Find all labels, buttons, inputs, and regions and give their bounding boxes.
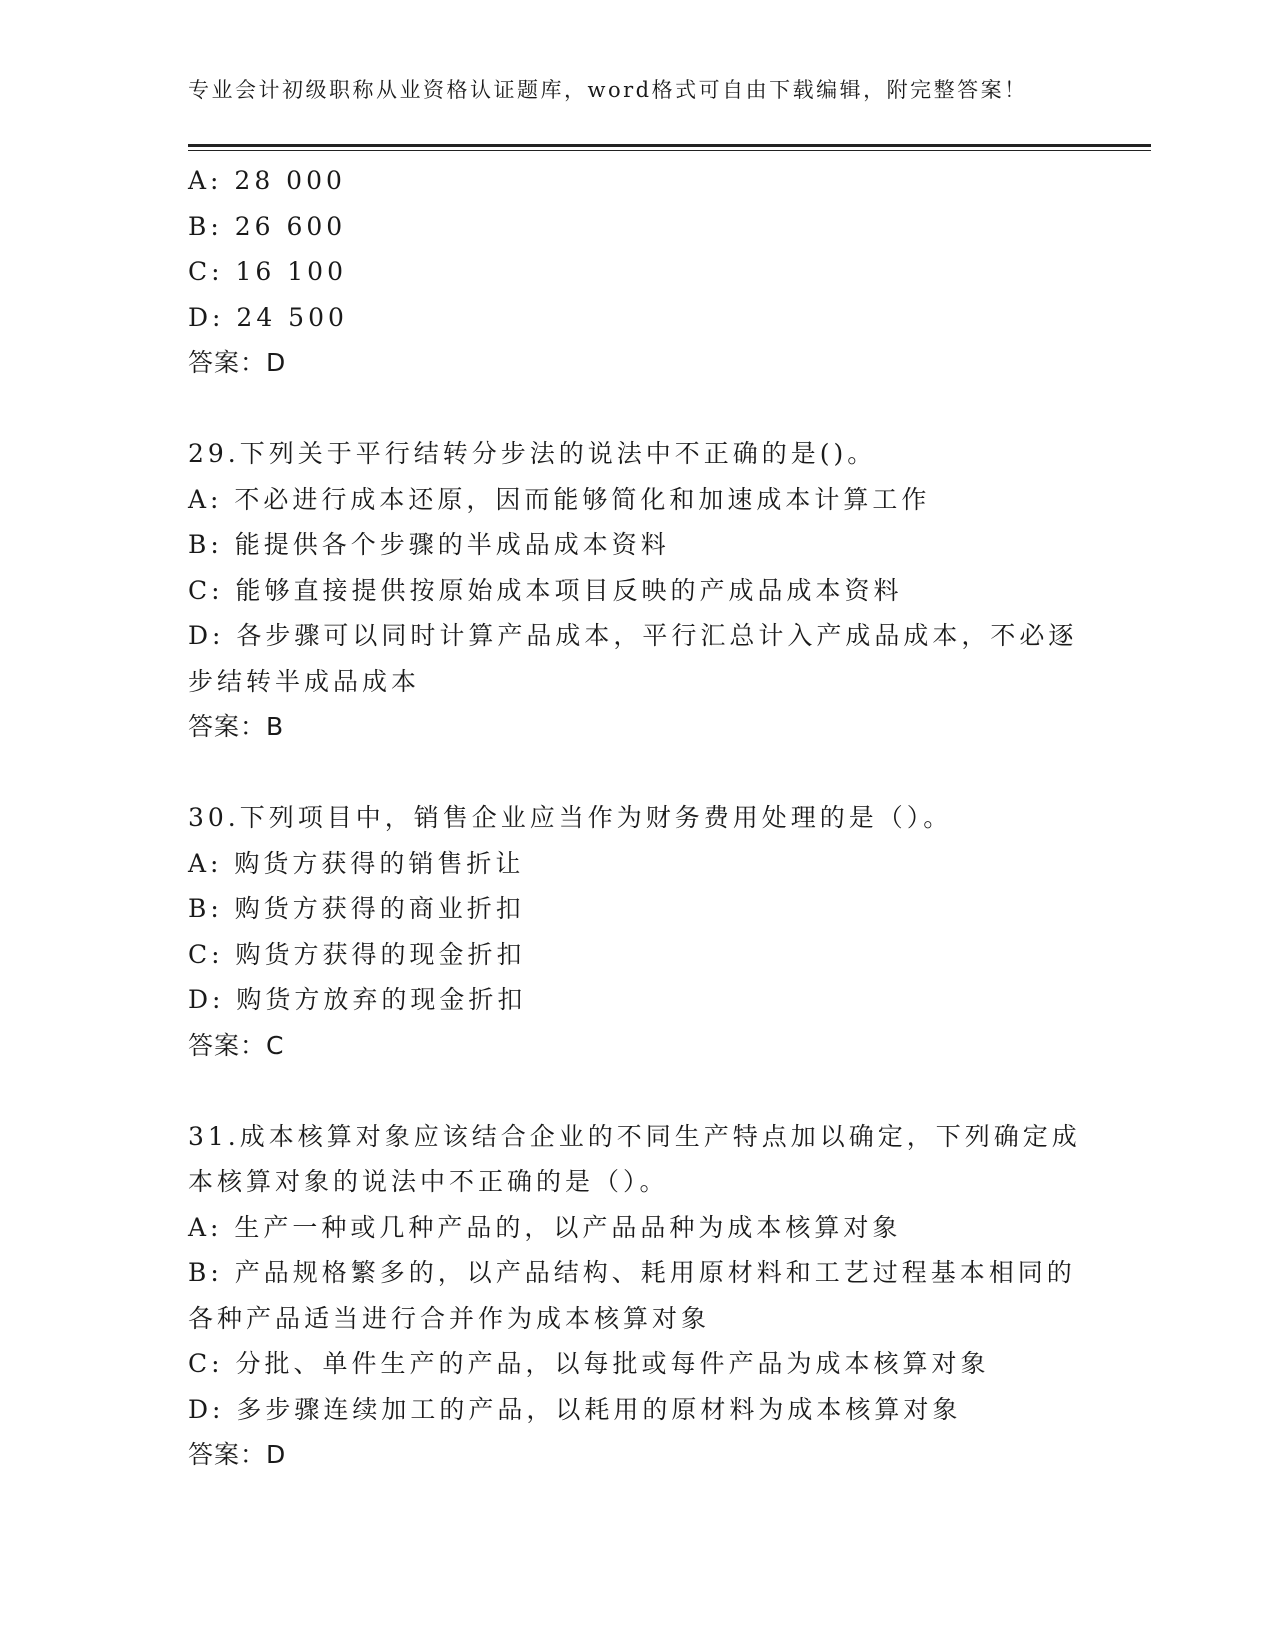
option-a: A: 不必进行成本还原，因而能够简化和加速成本计算工作: [188, 484, 931, 514]
option-c: C: 能够直接提供按原始成本项目反映的产成品成本资料: [188, 575, 903, 605]
option-a: A: 28 000: [188, 166, 346, 195]
option-b: B: 产品规格繁多的，以产品结构、耗用原材料和工艺过程基本相同的: [188, 1258, 1076, 1287]
question-stem-continued: 本核算对象的说法中不正确的是（）。: [188, 1167, 669, 1196]
spacer: [188, 750, 1088, 796]
question-block-30: [188, 795, 1088, 1068]
option-c: C: 分批、单件生产的产品，以每批或每件产品为成本核算对象: [188, 1349, 990, 1378]
page-header: 专业会计初级职称从业资格认证题库，word格式可自由下载编辑，附完整答案！: [188, 78, 1028, 102]
question-stem: 29.下列关于平行结转分步法的说法中不正确的是()。: [188, 439, 877, 468]
question-stem: 31.成本核算对象应该结合企业的不同生产特点加以确定，下列确定成: [188, 1121, 1081, 1151]
option-d: D: 各步骤可以同时计算产品成本，平行汇总计入产成品成本，不必逐: [188, 621, 1078, 650]
answer-line: 答案：D: [188, 1440, 287, 1469]
question-list: [188, 158, 1088, 1478]
option-d-continued: 步结转半成品成本: [188, 666, 421, 696]
spacer: [188, 386, 1088, 432]
spacer: [188, 1068, 1088, 1114]
answer-line: 答案：C: [188, 1030, 285, 1060]
option-b-continued: 各种产品适当进行合并作为成本核算对象: [188, 1303, 711, 1333]
header-rule-thin: [188, 150, 1151, 151]
question-block-28: [188, 158, 1088, 386]
option-d: D: 24 500: [188, 302, 348, 332]
option-b: B: 26 600: [188, 211, 347, 241]
question-block-31: [188, 1114, 1088, 1478]
header-rule-thick: [188, 144, 1151, 147]
answer-line: 答案：D: [188, 348, 287, 377]
option-b: B: 购货方获得的商业折扣: [188, 894, 525, 923]
option-a: A: 购货方获得的销售折让: [188, 848, 525, 878]
option-b: B: 能提供各个步骤的半成品成本资料: [188, 530, 670, 559]
option-a: A: 生产一种或几种产品的，以产品品种为成本核算对象: [188, 1212, 902, 1242]
option-d: D: 多步骤连续加工的产品，以耗用的原材料为成本核算对象: [188, 1394, 962, 1424]
answer-line: 答案：B: [188, 712, 285, 741]
question-block-29: [188, 431, 1088, 750]
option-c: C: 16 100: [188, 257, 347, 286]
option-c: C: 购货方获得的现金折扣: [188, 939, 526, 969]
option-d: D: 购货方放弃的现金折扣: [188, 985, 527, 1014]
question-stem: 30.下列项目中，销售企业应当作为财务费用处理的是（）。: [188, 803, 953, 832]
